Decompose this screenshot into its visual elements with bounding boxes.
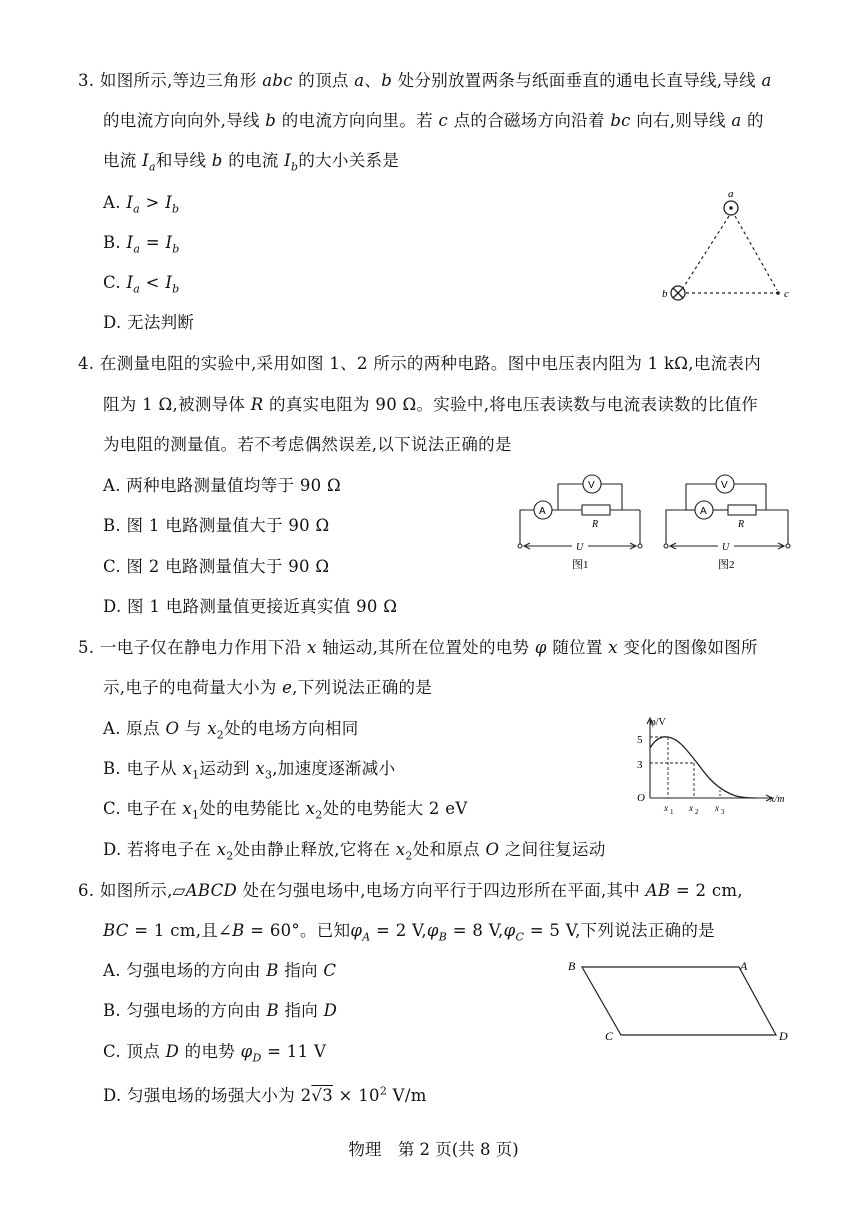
- page-footer: 物理 第 2 页(共 8 页): [348, 1140, 519, 1159]
- q3-triangle-figure: [655, 184, 795, 304]
- q4-circuit-figure: [510, 468, 800, 578]
- point-c: [776, 291, 780, 295]
- x1-tick: x: [664, 803, 668, 813]
- circuit-1: [518, 475, 642, 549]
- q5-option-a: A. 原点 O 与 $x_2$处的电场方向相同: [103, 719, 359, 742]
- q4-line-3: 为电阻的测量值。若不考虑偶然误差,以下说法正确的是: [103, 435, 512, 454]
- q4-line-2: 阻为 1 Ω,被测导体 R 的真实电阻为 90 Ω。实验中,将电压表读数与电流表读数的比值作: [103, 395, 759, 414]
- q6-option-a: A. 匀强电场的方向由 B 指向 C: [103, 961, 337, 980]
- label-c: c: [784, 288, 789, 300]
- q6-line-1: 6. 如图所示,▱ABCD 处在匀强电场中,电场方向平行于四边形所在平面,其中 AB = 2 cm,: [78, 881, 743, 900]
- edge-ab: [683, 216, 729, 288]
- q6-option-c: C. 顶点 D 的电势 $\varphi_D = 11$ V: [103, 1042, 327, 1065]
- q5-potential-graph: [632, 712, 802, 822]
- q3-option-c: C. $I_a < I_b$: [103, 273, 180, 296]
- x2-tick: x: [689, 803, 693, 813]
- x-axis-label: x/m: [770, 794, 785, 805]
- q3-option-d: D. 无法判断: [103, 313, 195, 332]
- svg-text:2: 2: [695, 808, 699, 816]
- vertex-d: D: [779, 1029, 788, 1043]
- origin-label: O: [637, 792, 645, 804]
- voltmeter-label-1: V: [588, 480, 595, 491]
- q5-line-2: 示,电子的电荷量大小为 e,下列说法正确的是: [103, 678, 433, 697]
- q6-option-b: B. 匀强电场的方向由 B 指向 D: [103, 1001, 338, 1020]
- label-b: b: [662, 288, 668, 300]
- svg-text:1: 1: [670, 808, 674, 816]
- caption-fig-2: 图2: [718, 559, 735, 571]
- ammeter-label-2: A: [700, 506, 707, 517]
- voltmeter-label-2: V: [721, 480, 728, 491]
- q6-option-d: D. 匀强电场的场强大小为 $2√3 \times 10^2$ V/m: [103, 1084, 427, 1105]
- q4-option-a: A. 两种电路测量值均等于 90 Ω: [103, 476, 341, 495]
- x3-tick: x: [715, 803, 719, 813]
- q4-option-c: C. 图 2 电路测量值大于 90 Ω: [103, 557, 330, 576]
- q4-line-1: 4. 在测量电阻的实验中,采用如图 1、2 所示的两种电路。图中电压表内阻为 1 kΩ,电流表内: [78, 354, 762, 373]
- q6-parallelogram-figure: [565, 955, 795, 1045]
- q4-option-d: D. 图 1 电路测量值更接近真实值 90 Ω: [103, 597, 398, 616]
- ammeter-label-1: A: [539, 506, 546, 517]
- resistor-label-1: R: [592, 519, 599, 530]
- y-tick-3: 3: [637, 759, 643, 771]
- voltage-label-1: U: [576, 542, 584, 553]
- q6-line-2: BC = 1 cm,且∠B = 60°。已知$\varphi_A = 2$ $V,\varphi_B = 8$ $V,\varphi_C = 5$ V,下列说法正确的是: [103, 921, 716, 944]
- label-a: a: [728, 188, 734, 200]
- potential-curve: [650, 737, 756, 798]
- vertex-c: C: [605, 1029, 614, 1043]
- q5-line-1: 5. 一电子仅在静电力作用下沿 x 轴运动,其所在位置处的电势 φ 随位置 x 变化的图像如图所: [78, 638, 758, 657]
- q4-option-b: B. 图 1 电路测量值大于 90 Ω: [103, 516, 330, 535]
- q5-option-b: B. 电子从 $x_1$运动到 $x_3$,加速度逐渐减小: [103, 759, 396, 782]
- q3-line-3: 电流 $I_a$和导线 b 的电流 $I_b$的大小关系是: [103, 151, 400, 174]
- q3-line-2: 的电流方向向外,导线 b 的电流方向向里。若 c 点的合磁场方向沿着 bc 向右,则导线 a 的: [103, 111, 764, 130]
- svg-text:3: 3: [721, 808, 725, 816]
- y-tick-5: 5: [637, 734, 643, 746]
- caption-fig-1: 图1: [572, 559, 589, 571]
- q5-option-c: C. 电子在 $x_1$处的电势能比 $x_2$处的电势能大 2 eV: [103, 799, 468, 822]
- y-axis-label: φ/V: [650, 717, 666, 728]
- parallelogram-abcd: [582, 967, 776, 1035]
- vertex-a: A: [740, 959, 748, 973]
- q3-option-b: B. $I_a = I_b$: [103, 233, 180, 256]
- resistor-label-2: R: [738, 519, 745, 530]
- q3-line-1: 3. 如图所示,等边三角形 abc 的顶点 a、b 处分别放置两条与纸面垂直的通电长直导线,导线 a: [78, 71, 772, 90]
- vertex-b: B: [568, 959, 576, 973]
- edge-ac: [735, 216, 777, 290]
- q5-option-d: D. 若将电子在 $x_2$处由静止释放,它将在 $x_2$处和原点 O 之间往复运动: [103, 840, 606, 863]
- voltage-label-2: U: [722, 542, 730, 553]
- q3-option-a: A. $I_a > I_b$: [103, 193, 180, 216]
